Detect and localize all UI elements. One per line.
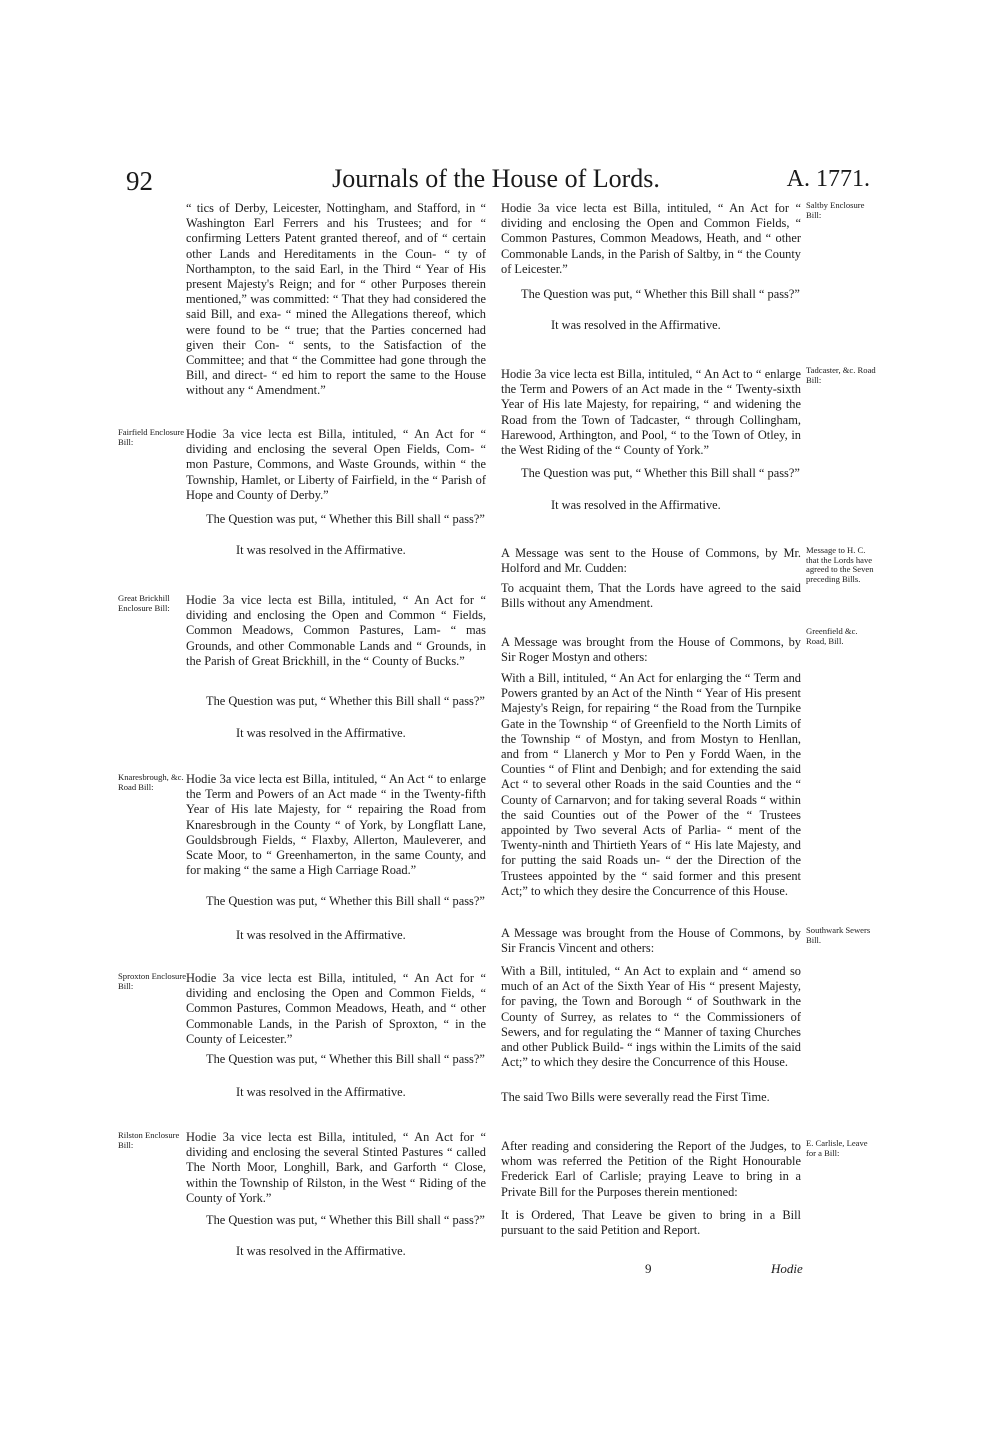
page-title: Journals of the House of Lords. — [332, 164, 660, 193]
question: The Question was put, “ Whether this Bill shall “ pass?” — [521, 466, 800, 480]
knaresbrough-bill-entry: Hodie 3a vice lecta est Billa, intituled, “ An Act “ to enlarge the Term and Powers of an Act made “ in the Twenty-fifth Year of His late Majesty, for “ repairing the Road from Knaresbrough in the County “ of York, by Longflatt Lane, Gouldsbrough Fields, “ Flaxby, Allerton, Mauleverer, and Scate Moor, to “ Greenhamerton, in the same County, and for making “ the same a High Carriage Road.” — [186, 772, 486, 878]
resolution: It was resolved in the Affirmative. — [236, 1244, 406, 1258]
resolution: It was resolved in the Affirmative. — [236, 1085, 406, 1099]
southwark-message: A Message was brought from the House of Commons, by Sir Francis Vincent and others: — [501, 926, 801, 956]
great-brickhill-bill-entry: Hodie 3a vice lecta est Billa, intituled, “ An Act for “ dividing and enclosing the Open and Common “ Fields, Common Meadows, Common Pastures, Lam- “ mas Grounds, and other Commonable Lands and “ Grounds, in the Parish of Great Brickhill, in the “ County of Bucks.” — [186, 593, 486, 668]
page-number: 92 — [126, 166, 153, 196]
question: The Question was put, “ Whether this Bill shall “ pass?” — [521, 287, 800, 301]
sproxton-bill-entry: Hodie 3a vice lecta est Billa, intituled, “ An Act for “ dividing and enclosing the Open and Common Fields, “ Common Pastures, Common Meadows, Heath, and “ other Commonable Lands, in the Parish of Sproxton, “ in the County of Leicester.” — [186, 971, 486, 1046]
resolution: It was resolved in the Affirmative. — [551, 498, 721, 512]
question: The Question was put, “ Whether this Bill shall “ pass?” — [206, 894, 485, 908]
margin-note-southwark: Southwark Sewers Bill. — [806, 925, 871, 945]
signature-mark: 9 — [645, 1261, 652, 1276]
message-to-commons: A Message was sent to the House of Commons, by Mr. Holford and Mr. Cudden: — [501, 546, 801, 576]
resolution: It was resolved in the Affirmative. — [236, 543, 406, 557]
margin-note-great-brickhill: Great Brickhill Enclosure Bill: — [118, 593, 170, 613]
margin-note-fairfield: Fairfield Enclosure Bill: — [118, 427, 185, 447]
margin-note-rilston: Rilston Enclosure Bill: — [118, 1130, 180, 1150]
continued-report: “ tics of Derby, Leicester, Nottingham, and Stafford, in “ Washington Earl Ferrers and his Trustees; and for “ confirming Letters Patent granted thereof, and of “ certain other Lands and Hereditaments in the Coun- “ ty of Northampton, to the said Earl, in the Third “ Year of His present Majesty's Reign; and for “ other Purposes therein mentioned,” was committed: “ That they had considered the said Bill, and exa- “ mined the Allegations thereof, which were found to be “ true; that the Parties concerned had given their Con- “ sents, to the Satisfaction of the Committee; and that “ the Committee had gone through the Bill, and direct- “ ed him to report the same to the House without any “ Amendment.” — [186, 201, 486, 398]
fairfield-bill-entry: Hodie 3a vice lecta est Billa, intituled, “ An Act for “ dividing and enclosing the several Open Fields, Com- “ mon Pasture, Commons, and Waste Grounds, within “ the Township, Hamlet, or Liberty of Fairfield, in the “ Parish of Hope and County of Derby.” — [186, 427, 486, 502]
greenfield-message: A Message was brought from the House of Commons, by Sir Roger Mostyn and others: — [501, 635, 801, 665]
question: The Question was put, “ Whether this Bill shall “ pass?” — [206, 694, 485, 708]
page-year: A. 1771. — [786, 166, 870, 192]
saltby-bill-entry: Hodie 3a vice lecta est Billa, intituled, “ An Act for “ dividing and enclosing the Open and Common Fields, “ Common Pastures, Common Meadows, Heath, and “ other Commonable Lands, in the Parish of Saltby, in “ the County of Leicester.” — [501, 201, 801, 276]
rilston-bill-entry: Hodie 3a vice lecta est Billa, intituled, “ An Act for “ dividing and enclosing the several Stinted Pastures “ called The North Moor, Longhill, Bark, and Garforth “ Close, within the Township of Rilston, in the West “ Riding of the County of York.” — [186, 1130, 486, 1205]
carlisle-report: After reading and considering the Report of the Judges, to whom was referred the Petition of the Right Honourable Frederick Earl of Carlisle; praying Leave to bring in a Private Bill for the Purposes therein mentioned: — [501, 1139, 801, 1199]
question: The Question was put, “ Whether this Bill shall “ pass?” — [206, 1052, 485, 1066]
margin-note-tadcaster: Tadcaster, &c. Road Bill: — [806, 365, 876, 385]
greenfield-bill: With a Bill, intituled, “ An Act for enlarging the “ Term and Powers granted by an Act of the Ninth “ Year of His present Majesty's Reign, for repairing “ the Road from the Turnpike Gate in the Township “ of Greenfield to the North Limits of the Township “ of Mostyn, and from Mostyn to Henllan, and from “ Llanerch y Mor to Pen y Fordd Waen, in the Counties “ of Flint and Denbigh; and for extending the said Act “ to several other Roads in the said Counties and the “ County of Carnarvon; and for taking several Roads “ within the said Counties out of the Power of the “ Trustees appointed by Two several Acts of Parlia- “ ment of the Twenty-ninth and Thirtieth Years of “ His late Majesty, and for putting the said Roads un- “ der the Direction of the Trustees appointed by the “ said former and this present Act;” to which they desire the Concurrence of this House. — [501, 671, 801, 898]
message-to-commons-body: To acquaint them, That the Lords have agreed to the said Bills without any Amendment. — [501, 581, 801, 611]
tadcaster-bill-entry: Hodie 3a vice lecta est Billa, intituled, “ An Act to “ enlarge the Term and Powers of an Act made in the “ Twenty-sixth Year of His late Majesty, for repairing, “ and widening the Road from the Town of Tadcaster, “ through Collingham, Harewood, Arthington, and Pool, “ to the Town of Otley, in the West Riding of the “ County of York.” — [501, 367, 801, 458]
question: The Question was put, “ Whether this Bill shall “ pass?” — [206, 1213, 485, 1227]
first-reading: The said Two Bills were severally read the First Time. — [501, 1090, 770, 1104]
resolution: It was resolved in the Affirmative. — [551, 318, 721, 332]
resolution: It was resolved in the Affirmative. — [236, 726, 406, 740]
margin-note-carlisle: E. Carlisle, Leave for a Bill: — [806, 1138, 868, 1158]
question: The Question was put, “ Whether this Bill shall “ pass?” — [206, 512, 485, 526]
resolution: It was resolved in the Affirmative. — [236, 928, 406, 942]
margin-note-knaresbrough: Knaresbrough, &c. Road Bill: — [118, 772, 184, 792]
margin-note-saltby: Saltby Enclosure Bill: — [806, 200, 865, 220]
margin-note-sproxton: Sproxton Enclosure Bill: — [118, 971, 187, 991]
southwark-bill: With a Bill, intituled, “ An Act to explain and “ amend so much of an Act of the Sixth Year of His “ present Majesty, for paving, the Town and Borough “ of Southwark in the County of Surrey, as relates to “ the Commissioners of Sewers, and for regulating the “ Manner of taxing Churches and other Publick Build- “ ings within the Limits of the said Act;” to which they desire the Concurrence of this House. — [501, 964, 801, 1070]
margin-note-message-to-commons: Message to H. C. that the Lords have agreed to the Seven preceding Bills. — [806, 545, 874, 584]
margin-note-greenfield: Greenfield &c. Road, Bill. — [806, 626, 858, 646]
carlisle-order: It is Ordered, That Leave be given to bring in a Bill pursuant to the said Petition and Report. — [501, 1208, 801, 1238]
catchword: Hodie — [771, 1261, 803, 1276]
